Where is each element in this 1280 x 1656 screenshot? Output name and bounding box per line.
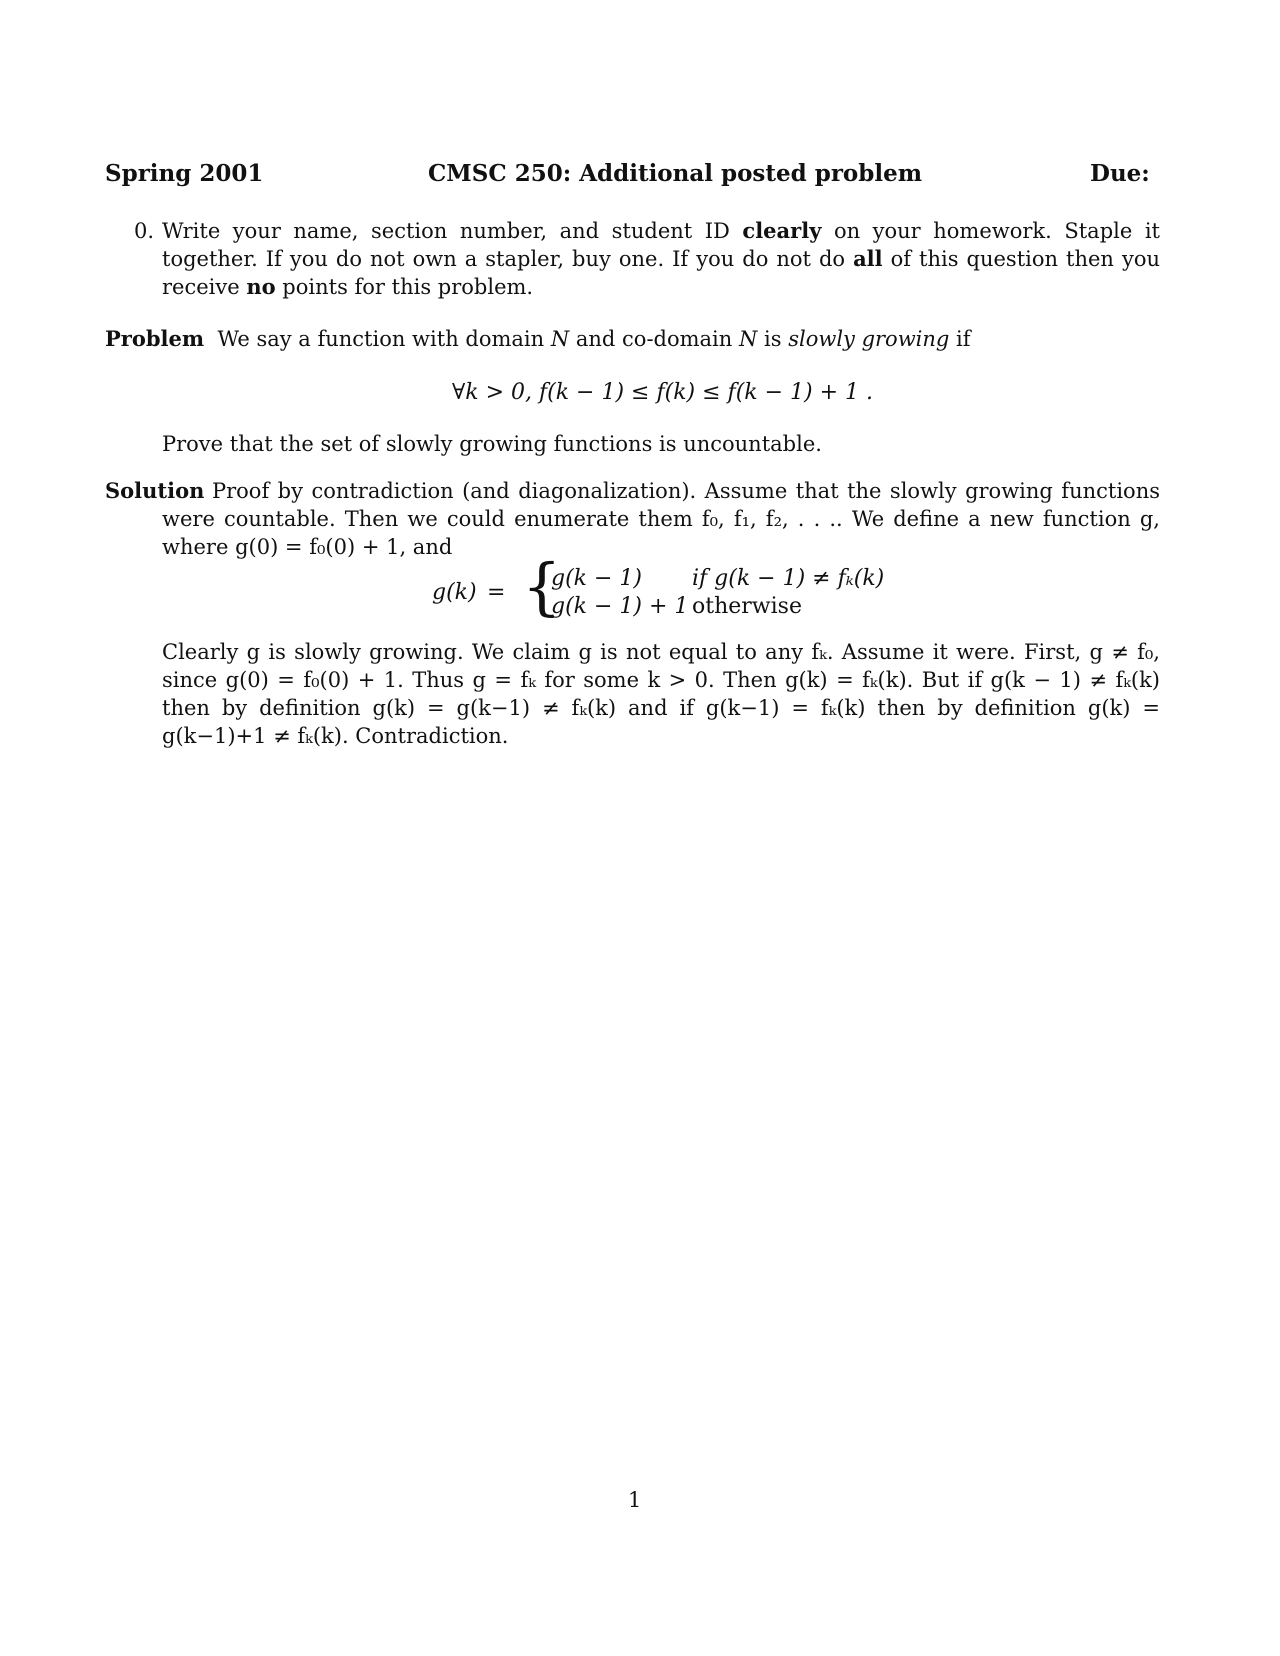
- case-2-value: g(k − 1) + 1: [551, 594, 689, 619]
- cases-equals: =: [487, 580, 506, 605]
- case-1-condition: if g(k − 1) ≠ fₖ(k): [692, 566, 885, 591]
- case-2-condition: otherwise: [692, 594, 802, 619]
- emph-no: no: [246, 274, 276, 299]
- question-number: 0.: [134, 219, 155, 243]
- header-title: CMSC 250: Additional posted problem: [428, 160, 923, 187]
- term-slowly-growing: slowly growing: [788, 327, 950, 351]
- case-1-value: g(k − 1): [551, 566, 642, 591]
- page-number: 1: [628, 1488, 642, 1512]
- solution-text-2: Clearly g is slowly growing. We claim g is not equal to any fₖ. Assume it were. First, g ≠ f₀, since g(0) = f₀(0) + 1. Thus g = fₖ for some k > 0. Then g(k) = fₖ(k). But if g(k − 1) ≠ fₖ(k) then by definition g(k) = g(k−1) ≠ fₖ(k) and if g(k−1) = fₖ(k) then by definition g(k) = g(k−1)+1 ≠ fₖ(k). Contradiction.: [162, 640, 1160, 748]
- emph-clearly: clearly: [742, 218, 822, 243]
- cases-lhs: g(k): [432, 580, 477, 605]
- solution-label: Solution: [105, 478, 205, 503]
- header-due: Due:: [1090, 160, 1150, 187]
- solution-text-1: Proof by contradiction (and diagonalization). Assume that the slowly growing functions were countable. Then we could enumerate them f₀, f₁, f₂, . . .. We define a new function g, where g(0) = f₀(0) + 1, and: [162, 479, 1160, 559]
- prove-statement: Prove that the set of slowly growing functions is uncountable.: [162, 432, 822, 456]
- definition-equation: ∀k > 0, f(k − 1) ≤ f(k) ≤ f(k − 1) + 1 .: [452, 380, 874, 405]
- problem-statement: Problem We say a function with domain N and co-domain N is slowly growing if: [105, 326, 971, 351]
- problem-label: Problem: [105, 326, 205, 351]
- emph-all: all: [853, 246, 883, 271]
- cases-brace: {: [522, 550, 562, 623]
- question-0-text: Write your name, section number, and student ID clearly on your homework. Staple it together. If you do not own a stapler, buy one. If you do not do all of this question then you receive no points for this problem.: [162, 218, 1160, 299]
- header-semester: Spring 2001: [105, 160, 264, 187]
